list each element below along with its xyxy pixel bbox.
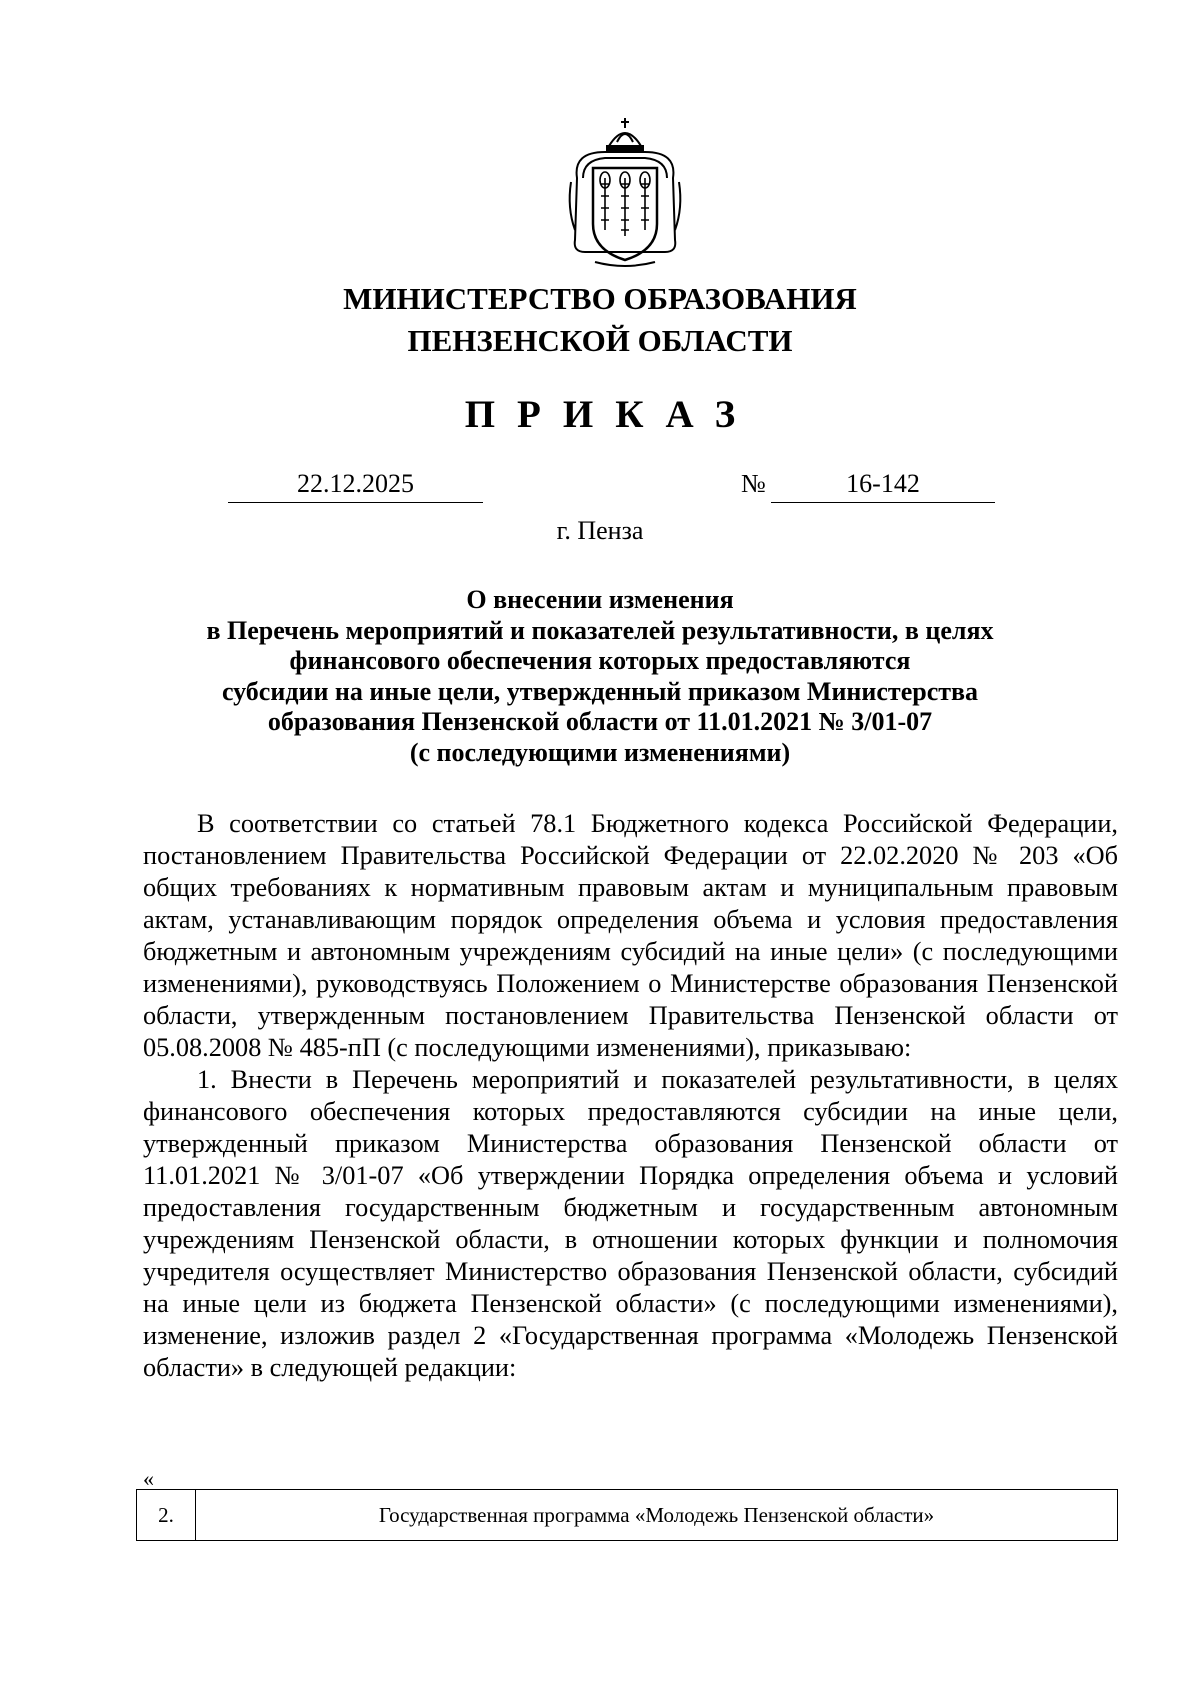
document-date: 22.12.2025 [228,466,483,503]
title-line-4: субсидии на иные цели, утвержденный приказом Министерства [221,676,979,706]
ministry-name [0,278,1200,362]
ministry-line-2: ПЕНЗЕНСКОЙ ОБЛАСТИ [407,323,793,358]
number-sign: № [741,469,766,498]
table-cell-number: 2. [137,1490,196,1540]
title-line-5: образования Пензенской области от 11.01.2021 № 3/01-07 [267,707,933,736]
program-table-row [136,1489,1118,1541]
document-body [143,808,1118,1384]
title-line-3: финансового обеспечения которых предоставляются [289,646,911,675]
document-city: г. Пенза [556,516,644,545]
title-line-1: О внесении изменения [466,585,734,614]
quote-open-mark: « [143,1466,154,1491]
document-type: ПРИКАЗ [464,393,758,436]
ministry-line-1: МИНИСТЕРСТВО ОБРАЗОВАНИЯ [343,281,857,316]
table-cell-program-name: Государственная программа «Молодежь Пензенской области» [378,1502,935,1527]
title-line-6: (с последующими изменениями) [409,737,791,767]
document-number: 16-142 [771,466,995,503]
document-title [0,585,1200,768]
title-line-2: в Перечень мероприятий и показателей результативности, в целях [206,615,994,645]
body-paragraph-2: 1. Внести в Перечень мероприятий и показателей результативности, в целях финансового обеспечения которых предоставляются субсидии на иные цели, утвержденный приказом Министерства образования Пензенской области от 11.01.2021 № 3/01-07 «Об утверждении Порядка определения объема и условий предоставления государственным бюджетным и государственным автономным учреждениям Пензенской области, в отношении которых функции и полномочия учредителя осуществляет Министерство образования Пензенской области, субсидий на иные цели из бюджета Пензенской области» (с последующими изменениями), изменение, изложив раздел 2 «Государственная программа «Молодежь Пензенской области» в следующей редакции: [143,1065,1118,1382]
coat-of-arms-emblem [565,112,685,268]
body-paragraph-1: В соответствии со статьей 78.1 Бюджетного кодекса Российской Федерации, постановлением Правительства Российской Федерации от 22.02.2020 № 203 «Об общих требованиях к нормативным правовым актам и муниципальным правовым актам, устанавливающим порядок определения объема и условия предоставления бюджетным и автономным учреждениям субсидий на иные цели» (с последующими изменениями), руководствуясь Положением о Министерстве образования Пензенской области, утвержденным постановлением Правительства Пензенской области от 05.08.2008 № 485-пП (с последующими изменениями), приказываю: [143,809,1118,1062]
